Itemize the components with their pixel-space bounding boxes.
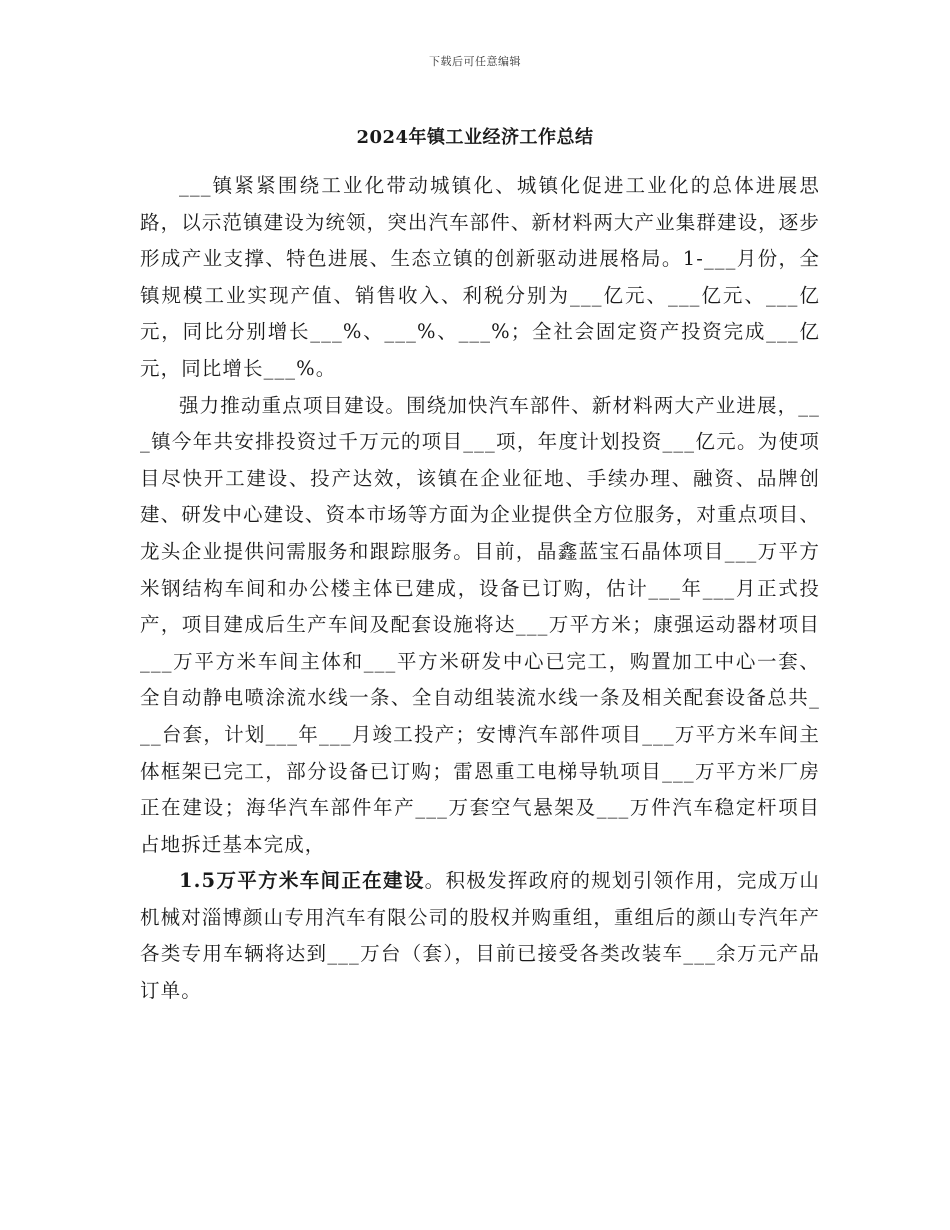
paragraph-lead: 1.5万平方米车间正在建设 xyxy=(179,869,425,893)
paragraph-workshop xyxy=(140,863,820,1009)
paragraph-text: 强力推动重点项目建设。围绕加快汽车部件、新材料两大产业进展，___镇今年共安排投资过千万元的项目___项，年度计划投资___亿元。为使项目尽快开工建设、投产达效，该镇在企业征地、手续办理、融资、品牌创建、研发中心建设、资本市场等方面为企业提供全方位服务，对重点项目、龙头企业提供问需服务和跟踪服务。目前，晶鑫蓝宝石晶体项目___万平方米钢结构车间和办公楼主体已建成，设备已订购，估计___年___月正式投产，项目建成后生产车间及配套设施将达___万平方米；康强运动器材项目___万平方米车间主体和___平方米研发中心已完工，购置加工中心一套、全自动静电喷涂流水线一条、全自动组装流水线一条及相关配套设备总共___台套，计划___年___月竣工投产；安博汽车部件项目___万平方米车间主体框架已完工，部分设备已订购；雷恩重工电梯导轨项目___万平方米厂房正在建设；海华汽车部件年产___万套空气悬架及___万件汽车稳定杆项目占地拆迁基本完成， xyxy=(140,393,820,856)
paragraph-key-projects xyxy=(140,388,820,864)
paragraph-text: 。积极发挥政府的规划引领作用，完成万山机械对淄博颜山专用汽车有限公司的股权并购重组，重组后的颜山专汽年产各类专用车辆将达到___万台（套），目前已接受各类改装车___余万元产品订单。 xyxy=(140,869,820,1003)
paragraph-text: ___镇紧紧围绕工业化带动城镇化、城镇化促进工业化的总体进展思路，以示范镇建设为统领，突出汽车部件、新材料两大产业集群建设，逐步形成产业支撑、特色进展、生态立镇的创新驱动进展格局。1-___月份，全镇规模工业实现产值、销售收入、利税分别为___亿元、___亿元、___亿元，同比分别增长___%、___%、___%；全社会固定资产投资完成___亿元，同比增长___%。 xyxy=(140,174,820,380)
document-title: 2024年镇工业经济工作总结 xyxy=(356,127,594,148)
document-body xyxy=(140,168,820,1010)
paragraph-overview xyxy=(140,168,820,388)
download-note: 下载后可任意编辑 xyxy=(429,55,521,68)
